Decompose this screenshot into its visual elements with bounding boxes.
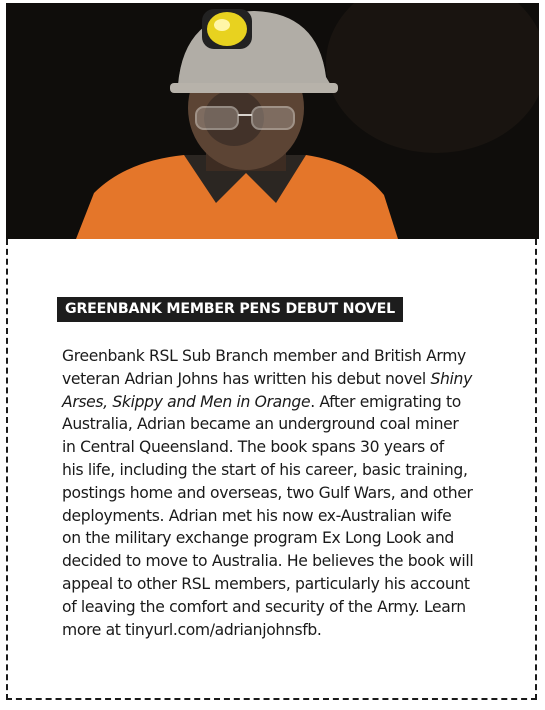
body-line: of leaving the comfort and security of the Army. Learn [62,597,466,616]
article-headline: GREENBANK MEMBER PENS DEBUT NOVEL [57,297,403,322]
safety-glasses-left [196,107,238,129]
body-line: appeal to other RSL members, particularly his account [62,574,470,593]
body-line: Greenbank RSL Sub Branch member and British Army [62,347,466,365]
hard-hat-brim [170,83,338,93]
safety-glasses-right [252,107,294,129]
body-line [62,368,522,391]
book-title-part: Shiny [430,369,472,388]
body-line: postings home and overseas, two Gulf Wars, and other [62,483,473,502]
body-text: . After emigrating to [310,392,461,411]
body-line: decided to move to Australia. He believes the book will [62,552,474,571]
body-line: more at tinyurl.com/adrianjohnsfb. [62,620,322,639]
miner-illustration [6,3,539,239]
miner-photo [6,3,539,239]
body-line: in Central Queensland. The book spans 30 years of [62,438,444,457]
body-line: on the military exchange program Ex Long Look and [62,529,454,548]
body-line: deployments. Adrian met his now ex-Australian wife [62,506,452,525]
body-text: veteran Adrian Johns has written his debut novel [62,369,431,388]
cap-lamp-glare [214,19,230,31]
book-title-part: Arses, Skippy and Men in Orange [62,392,311,411]
body-line: his life, including the start of his career, basic training, [62,460,468,479]
body-line [62,391,522,414]
article-body [62,345,522,641]
body-line: Australia, Adrian became an underground coal miner [62,415,459,434]
